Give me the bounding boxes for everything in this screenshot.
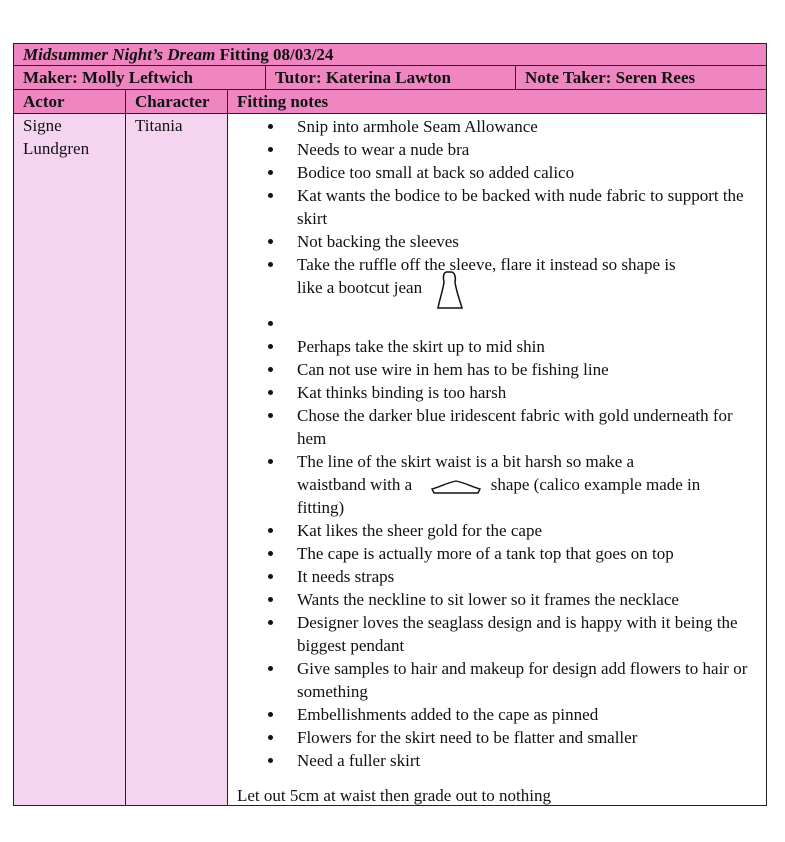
title-cell	[14, 44, 767, 66]
list-item: Give samples to hair and makeup for design add flowers to hair or something	[297, 657, 757, 703]
notes-column-header: Fitting notes	[228, 90, 767, 114]
list-item: Bodice too small at back so added calico	[297, 161, 757, 184]
list-item	[297, 450, 757, 519]
list-item: Chose the darker blue iridescent fabric with gold underneath for hem	[297, 404, 757, 450]
footer-note: Let out 5cm at waist then grade out to nothing	[237, 786, 551, 805]
meta-row	[14, 66, 767, 90]
character-column-header: Character	[126, 90, 228, 114]
actor-name-line1: Signe	[23, 116, 62, 135]
title-row	[14, 44, 767, 66]
list-item: Kat thinks binding is too harsh	[297, 381, 757, 404]
note-text: like a bootcut jean	[297, 278, 423, 297]
note-text: Take the ruffle off the sleeve, flare it instead so shape is	[297, 255, 676, 274]
list-item	[297, 253, 757, 312]
meta-cell	[14, 66, 767, 90]
list-item: Needs to wear a nude bra	[297, 138, 757, 161]
maker-label: Maker: Molly Leftwich	[14, 66, 266, 89]
list-item: Perhaps take the skirt up to mid shin	[297, 335, 757, 358]
list-item: The cape is actually more of a tank top that goes on top	[297, 542, 757, 565]
title-rest: Fitting 08/03/24	[215, 45, 334, 64]
list-item: Can not use wire in hem has to be fishing line	[297, 358, 757, 381]
waistband-shape-sketch-icon	[430, 477, 482, 495]
fitting-table-wrapper	[13, 43, 766, 806]
fitting-table	[13, 43, 767, 806]
list-item: Embellishments added to the cape as pinned	[297, 703, 757, 726]
actor-column-header: Actor	[14, 90, 126, 114]
title-italic: Midsummer Night’s Dream	[23, 45, 216, 64]
note-text: shape (calico example made in	[490, 475, 701, 494]
list-item: Designer loves the seaglass design and is happy with it being the biggest pendant	[297, 611, 757, 657]
list-item	[297, 312, 757, 335]
list-item: Not backing the sleeves	[297, 230, 757, 253]
actor-name-line2: Lundgren	[23, 139, 90, 158]
bootcut-sleeve-sketch-icon	[434, 268, 466, 312]
list-item: Need a fuller skirt	[297, 749, 757, 772]
character-cell: Titania	[126, 114, 228, 806]
column-header-row	[14, 90, 767, 114]
note-text: fitting)	[297, 498, 345, 517]
tutor-label: Tutor: Katerina Lawton	[266, 66, 516, 89]
list-item: It needs straps	[297, 565, 757, 588]
list-item: Kat likes the sheer gold for the cape	[297, 519, 757, 542]
note-text: waistband with a	[297, 475, 413, 494]
table-row	[14, 114, 767, 806]
list-item: Kat wants the bodice to be backed with nude fabric to support the skirt	[297, 184, 757, 230]
notes-cell	[228, 114, 767, 806]
note-taker-label: Note Taker: Seren Rees	[525, 68, 696, 87]
notes-list	[237, 115, 757, 772]
note-text: The line of the skirt waist is a bit harsh so make a	[297, 452, 635, 471]
list-item: Flowers for the skirt need to be flatter and smaller	[297, 726, 757, 749]
list-item: Wants the neckline to sit lower so it frames the necklace	[297, 588, 757, 611]
list-item: Snip into armhole Seam Allowance	[297, 115, 757, 138]
actor-cell	[14, 114, 126, 806]
